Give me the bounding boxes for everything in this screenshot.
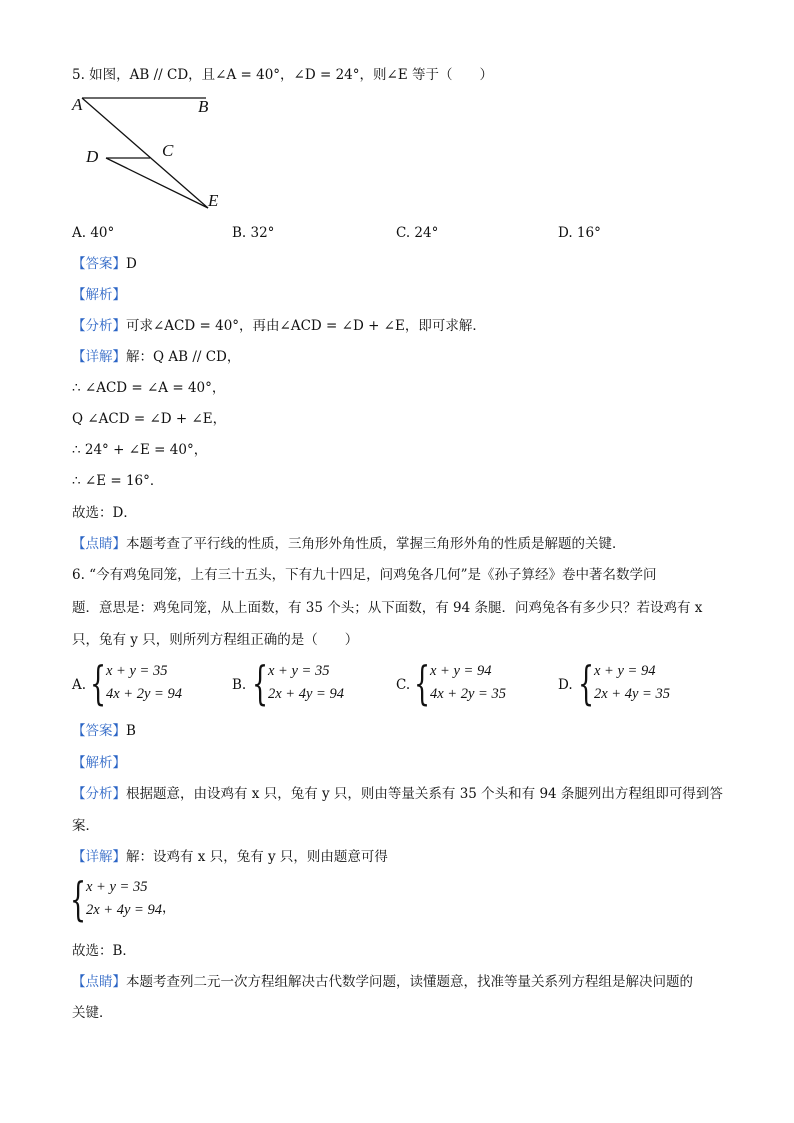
q6-option-b-system [252, 656, 344, 710]
q5-detail-tag: 【详解】 [72, 349, 126, 365]
q5-fenxi: 可求∠ACD = 40°，再由∠ACD = ∠D + ∠E，即可求解． [126, 318, 486, 334]
line-DE [106, 158, 208, 208]
label-E: E [208, 191, 219, 210]
q5-option-c: C. 24° [396, 225, 439, 241]
q6-option-a-eq1: x + y = 35 [106, 663, 168, 679]
label-D: D [86, 147, 99, 166]
brace-icon: { [414, 656, 431, 710]
q6-solution-eq2: 2x + 4y = 94 [86, 902, 162, 918]
q6-option-c-system [414, 656, 506, 710]
q5-option-b: B. 32° [232, 225, 275, 241]
label-C: C [162, 141, 174, 160]
q5-answer-line [72, 255, 137, 273]
q6-answer-tag: 【答案】 [72, 723, 126, 739]
q6-fenxi-1: 根据题意，由设鸡有 x 只，兔有 y 只，则由等量关系有 35 个头和有 94 条腿列出方程组即可得到答 [126, 786, 723, 802]
q5-option-a: A. 40° [72, 225, 115, 241]
q6-comment-line-2: 关键． [72, 1005, 113, 1021]
q6-option-c-eq2: 4x + 2y = 35 [430, 686, 506, 702]
q5-answer: D [126, 256, 137, 272]
q6-option-b-label: B. [232, 677, 247, 693]
q5-comment-line [72, 535, 626, 553]
q6-comment-tag: 【点睛】 [72, 974, 126, 990]
q5-detail-step-1: 解：Q AB // CD， [126, 349, 241, 365]
q6-option-a-eq2: 4x + 2y = 94 [106, 686, 182, 702]
q5-fenxi-tag: 【分析】 [72, 318, 126, 334]
q6-question-line-1: 6. “今有鸡兔同笼，上有三十五头，下有九十四足，问鸡兔各几何”是《孙子算经》卷中著名数学问 [72, 567, 657, 583]
q6-option-d-label: D. [558, 677, 573, 693]
q6-question-line-3: 只，兔有 y 只，则所列方程组正确的是（ ） [72, 632, 359, 648]
q6-detail-tag: 【详解】 [72, 849, 126, 865]
brace-icon: { [90, 656, 107, 710]
q6-option-a-system [90, 656, 182, 710]
q6-answer: B [126, 723, 136, 739]
q6-detail: 解：设鸡有 x 只，兔有 y 只，则由题意可得 [126, 849, 388, 865]
q6-option-c-label: C. [396, 677, 411, 693]
q5-analysis-tag: 【解析】 [72, 287, 126, 303]
q6-option-a-label: A. [72, 677, 87, 693]
q5-comment: 本题考查了平行线的性质，三角形外角性质，掌握三角形外角的性质是解题的关键． [126, 536, 626, 552]
q6-solution-tail: ， [161, 900, 176, 916]
q6-comment-1: 本题考查列二元一次方程组解决古代数学问题，读懂题意，找准等量关系列方程组是解决问题的 [126, 974, 693, 990]
q6-fenxi-line-2: 案． [72, 818, 99, 834]
q6-fenxi-line-1 [72, 785, 723, 803]
brace-icon: { [70, 872, 87, 926]
q6-option-b-eq2: 2x + 4y = 94 [268, 686, 344, 702]
q5-fenxi-line [72, 317, 486, 335]
brace-icon: { [252, 656, 269, 710]
q5-figure [60, 88, 230, 223]
q5-detail-step-4: ∴ 24° + ∠E = 40°， [72, 442, 208, 458]
q6-analysis-tag: 【解析】 [72, 755, 126, 771]
q6-option-c-eq1: x + y = 94 [430, 663, 492, 679]
q5-detail-line [72, 348, 240, 366]
q5-detail-step-5: ∴ ∠E = 16°． [72, 473, 164, 489]
q5-choose: 故选：D． [72, 505, 137, 521]
q5-comment-tag: 【点睛】 [72, 536, 126, 552]
q6-option-d-eq2: 2x + 4y = 35 [594, 686, 670, 702]
line-AE [82, 98, 208, 208]
q6-option-d-system [578, 656, 670, 710]
q6-question-line-2: 题．意思是：鸡兔同笼，从上面数，有 35 个头；从下面数，有 94 条腿．问鸡兔各有多少只？若设鸡有 x [72, 600, 703, 616]
q5-detail-step-2: ∴ ∠ACD = ∠A = 40°， [72, 380, 226, 396]
label-B: B [198, 97, 209, 116]
brace-icon: { [578, 656, 595, 710]
q6-comment-line-1 [72, 973, 693, 991]
q6-fenxi-tag: 【分析】 [72, 786, 126, 802]
q6-option-d-eq1: x + y = 94 [594, 663, 656, 679]
label-A: A [72, 95, 83, 114]
q6-solution-eq1: x + y = 35 [86, 879, 148, 895]
q5-answer-tag: 【答案】 [72, 256, 126, 272]
q6-choose: 故选：B． [72, 943, 136, 959]
q5-detail-step-3: Q ∠ACD = ∠D + ∠E， [72, 411, 227, 427]
q5-question: 5. 如图，AB // CD，且∠A = 40°，∠D = 24°，则∠E 等于（ ） [72, 67, 493, 83]
q6-option-b-eq1: x + y = 35 [268, 663, 330, 679]
q6-answer-line [72, 722, 136, 740]
q5-option-d: D. 16° [558, 225, 601, 241]
q6-solution-system [70, 872, 176, 926]
q6-detail-line [72, 848, 388, 866]
